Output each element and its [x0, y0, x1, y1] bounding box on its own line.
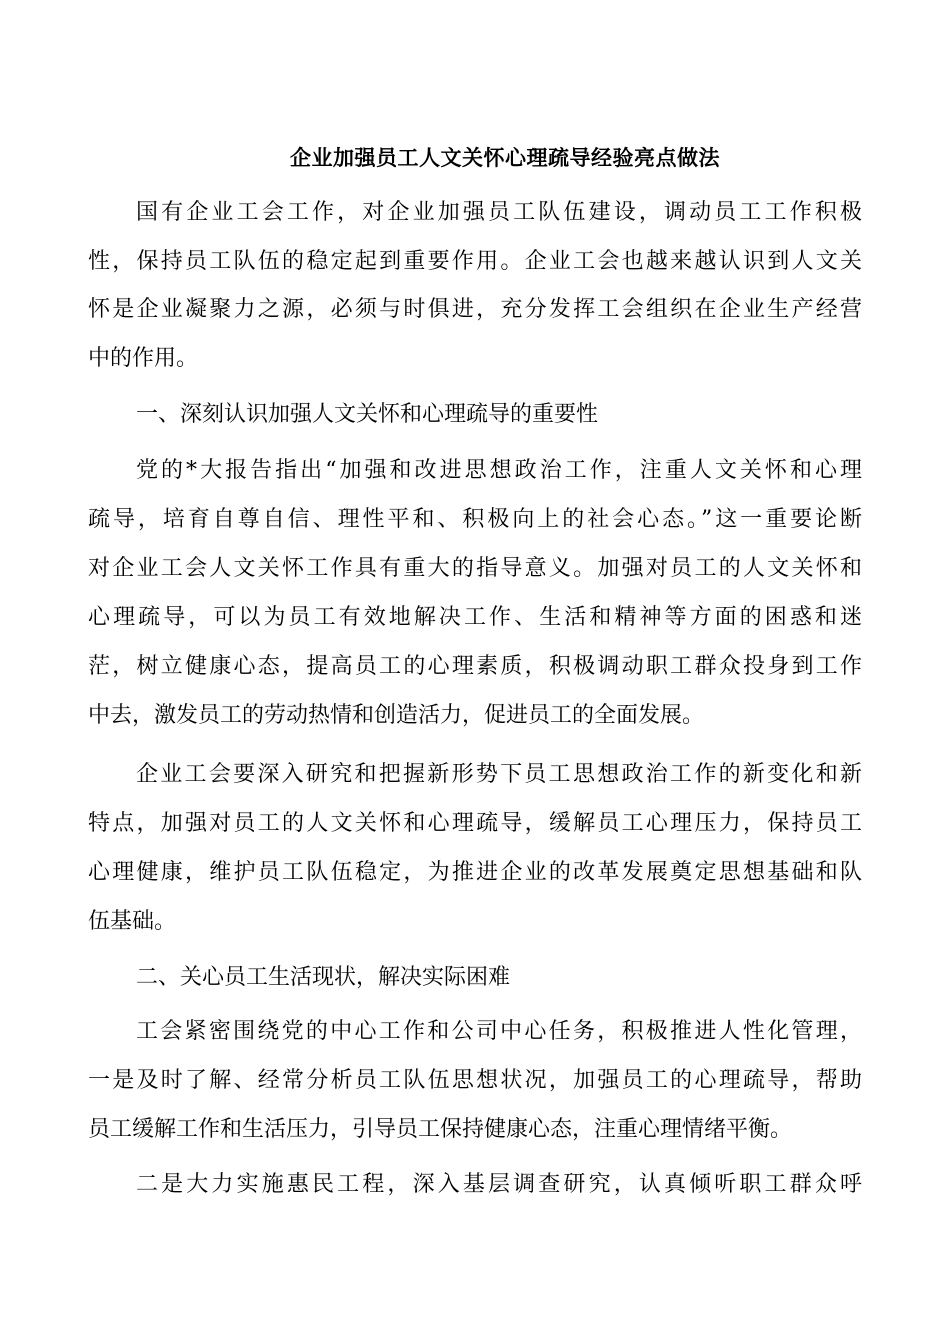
paragraph-line: 中的作用。 — [88, 346, 199, 371]
paragraph-line: 对企业工会人文关怀工作具有重大的指导意义。加强对员工的人文关怀和 — [88, 556, 862, 581]
paragraph-line: 党的*大报告指出“加强和改进思想政治工作，注重人文关怀和心理 — [136, 458, 862, 483]
paragraph-line: 二是大力实施惠民工程，深入基层调查研究，认真倾听职工群众呼 — [136, 1172, 862, 1197]
paragraph-line: 工会紧密围绕党的中心工作和公司中心任务，积极推进人性化管理， — [136, 1019, 862, 1044]
paragraph-line: 伍基础。 — [88, 909, 177, 934]
section-heading: 一、深刻认识加强人文关怀和心理疏导的重要性 — [136, 402, 599, 427]
paragraph-line: 怀是企业凝聚力之源，必须与时俱进，充分发挥工会组织在企业生产经营 — [88, 297, 862, 322]
paragraph-line: 一是及时了解、经常分析员工队伍思想状况，加强员工的心理疏导，帮助 — [88, 1068, 862, 1093]
paragraph-line: 心理健康，维护员工队伍稳定，为推进企业的改革发展奠定思想基础和队 — [88, 860, 862, 885]
document-title: 企业加强员工人文关怀心理疏导经验亮点做法 — [290, 146, 720, 170]
paragraph-line: 疏导，培育自尊自信、理性平和、积极向上的社会心态。”这一重要论断 — [88, 507, 862, 532]
paragraph-line: 员工缓解工作和生活压力，引导员工保持健康心态，注重心理情绪平衡。 — [88, 1117, 793, 1142]
paragraph-line: 特点，加强对员工的人文关怀和心理疏导，缓解员工心理压力，保持员工 — [88, 811, 862, 836]
paragraph-line: 国有企业工会工作，对企业加强员工队伍建设，调动员工工作积极 — [136, 200, 862, 225]
paragraph-line: 茫，树立健康心态，提高员工的心理素质，积极调动职工群众投身到工作 — [88, 654, 862, 679]
paragraph-line: 企业工会要深入研究和把握新形势下员工思想政治工作的新变化和新 — [136, 762, 862, 787]
paragraph-line: 心理疏导，可以为员工有效地解决工作、生活和精神等方面的困惑和迷 — [88, 605, 862, 630]
section-heading: 二、关心员工生活现状，解决实际困难 — [136, 965, 511, 990]
paragraph-line: 性，保持员工队伍的稳定起到重要作用。企业工会也越来越认识到人文关 — [88, 249, 862, 274]
paragraph-line: 中去，激发员工的劳动热情和创造活力，促进员工的全面发展。 — [88, 703, 705, 728]
